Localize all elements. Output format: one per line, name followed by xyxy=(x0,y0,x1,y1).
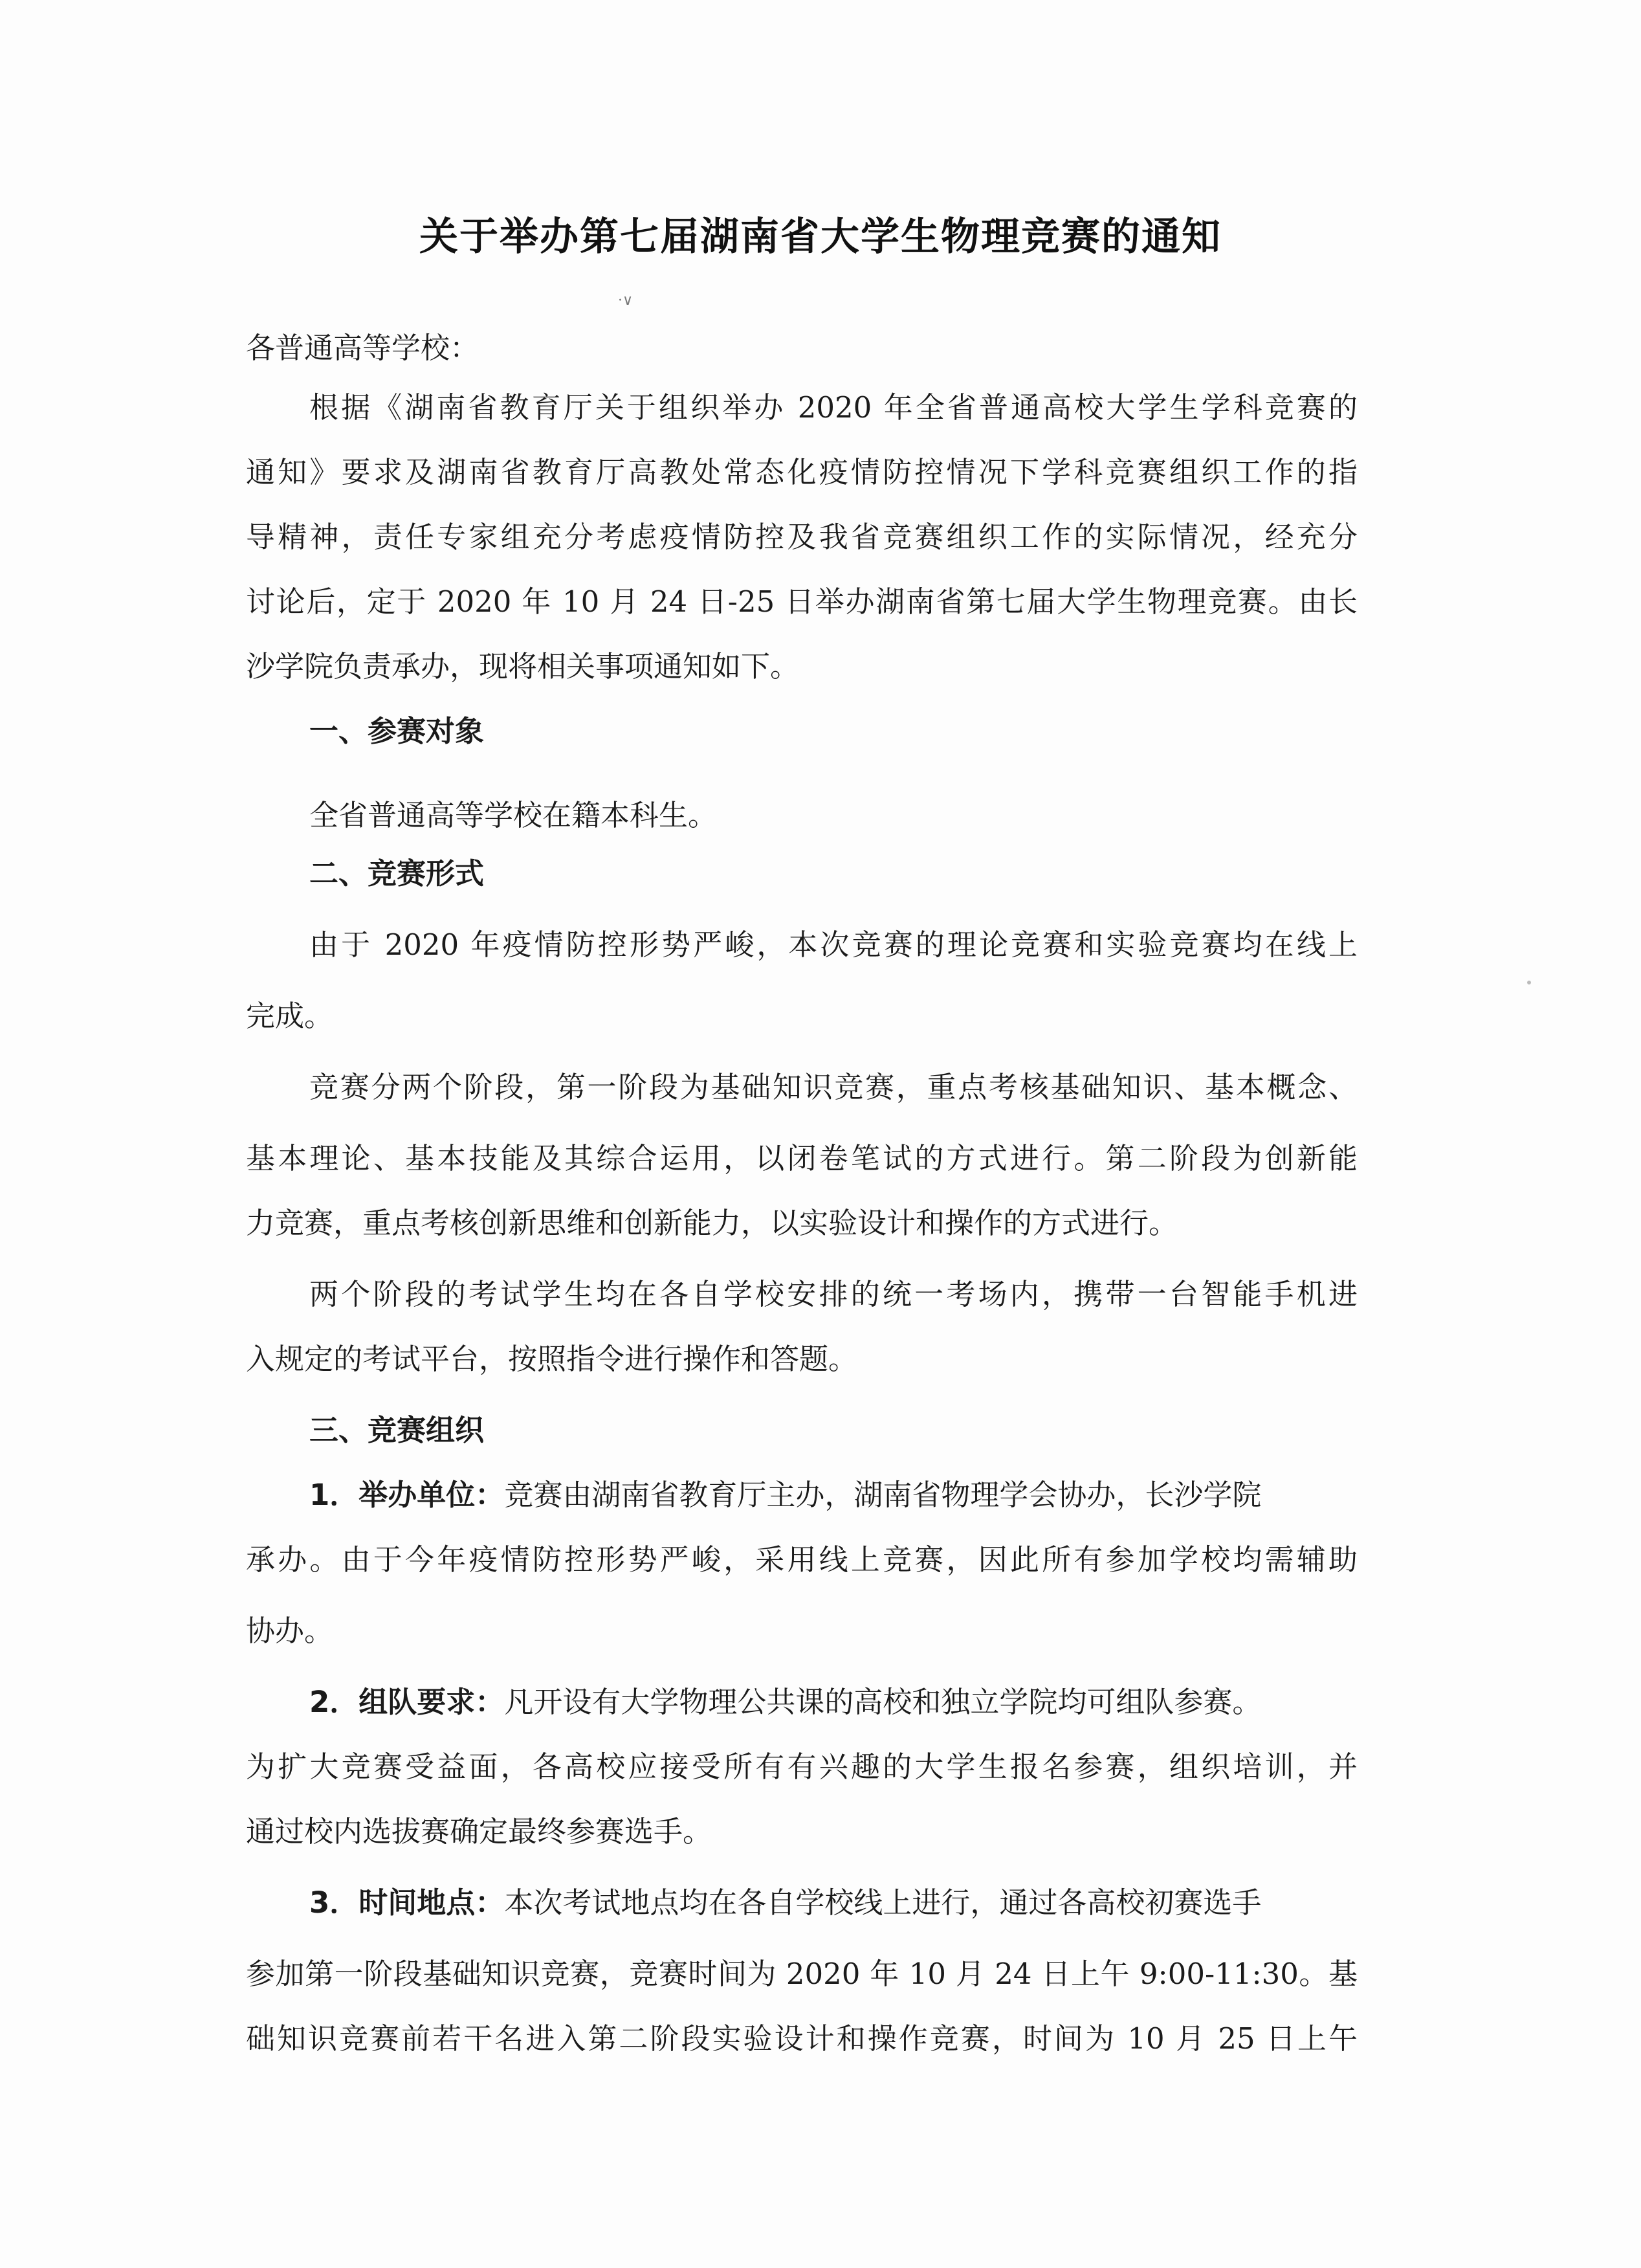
salutation: 各普通高等学校： xyxy=(246,331,479,365)
heading-3: 三、竞赛组织 xyxy=(309,1413,485,1447)
p1-line-5: 沙学院负责承办，现将相关事项通知如下。 xyxy=(246,649,800,684)
item1-text-1: 竞赛由湖南省教育厅主办，湖南省物理学会协办，长沙学院 xyxy=(504,1478,1262,1512)
p1-line-2: 通知》要求及湖南省教育厅高教处常态化疫情防控情况下学科竞赛组织工作的指 xyxy=(246,455,1358,489)
item3-label: 3．时间地点： xyxy=(309,1885,505,1920)
item3-text-1: 本次考试地点均在各自学校线上进行，通过各高校初赛选手 xyxy=(504,1885,1262,1920)
p3-line-2: 完成。 xyxy=(246,999,334,1033)
item3-line-3: 础知识竞赛前若干名进入第二阶段实验设计和操作竞赛，时间为 10 月 25 日上午 xyxy=(246,2021,1358,2056)
item2-text-1: 凡开设有大学物理公共课的高校和独立学院均可组队参赛。 xyxy=(504,1685,1262,1719)
p1-line-4: 讨论后，定于 2020 年 10 月 24 日-25 日举办湖南省第七届大学生物理竞赛。由长 xyxy=(246,584,1358,619)
item1-line-2: 承办。由于今年疫情防控形势严峻，采用线上竞赛，因此所有参加学校均需辅助 xyxy=(246,1542,1358,1577)
p4-line-1: 竞赛分两个阶段，第一阶段为基础知识竞赛，重点考核基础知识、基本概念、 xyxy=(309,1070,1358,1104)
scan-mark: ·∨ xyxy=(618,293,633,309)
page-title: 关于举办第七届湖南省大学生物理竞赛的通知 xyxy=(419,214,1222,260)
item2-line-2: 为扩大竞赛受益面，各高校应接受所有有兴趣的大学生报名参赛，组织培训，并 xyxy=(246,1750,1358,1784)
item2-label: 2．组队要求： xyxy=(309,1685,505,1719)
item3-line-1 xyxy=(309,1884,1358,1922)
heading-1: 一、参赛对象 xyxy=(309,714,485,748)
p1-line-1: 根据《湖南省教育厅关于组织举办 2020 年全省普通高校大学生学科竞赛的 xyxy=(309,390,1358,425)
p4-line-2: 基本理论、基本技能及其综合运用，以闭卷笔试的方式进行。第二阶段为创新能 xyxy=(246,1141,1358,1175)
heading-2: 二、竞赛形式 xyxy=(309,856,485,891)
scan-speck xyxy=(1527,981,1531,984)
item3-line-2: 参加第一阶段基础知识竞赛，竞赛时间为 2020 年 10 月 24 日上午 9:00-11:30。基 xyxy=(246,1957,1358,1991)
p4-line-3: 力竞赛，重点考核创新思维和创新能力，以实验设计和操作的方式进行。 xyxy=(246,1206,1178,1240)
item1-label: 1．举办单位： xyxy=(309,1478,505,1512)
p3-line-1: 由于 2020 年疫情防控形势严峻，本次竞赛的理论竞赛和实验竞赛均在线上 xyxy=(309,928,1358,962)
item1-line-1 xyxy=(309,1476,1358,1515)
p5-line-1: 两个阶段的考试学生均在各自学校安排的统一考场内，携带一台智能手机进 xyxy=(309,1277,1358,1311)
p5-line-2: 入规定的考试平台，按照指令进行操作和答题。 xyxy=(246,1342,858,1376)
p2-line-1: 全省普通高等学校在籍本科生。 xyxy=(309,798,718,832)
item2-line-3: 通过校内选拔赛确定最终参赛选手。 xyxy=(246,1814,712,1849)
item1-line-3: 协办。 xyxy=(246,1614,334,1648)
p1-line-3: 导精神，责任专家组充分考虑疫情防控及我省竞赛组织工作的实际情况，经充分 xyxy=(246,520,1358,554)
item2-line-1 xyxy=(309,1683,1358,1722)
